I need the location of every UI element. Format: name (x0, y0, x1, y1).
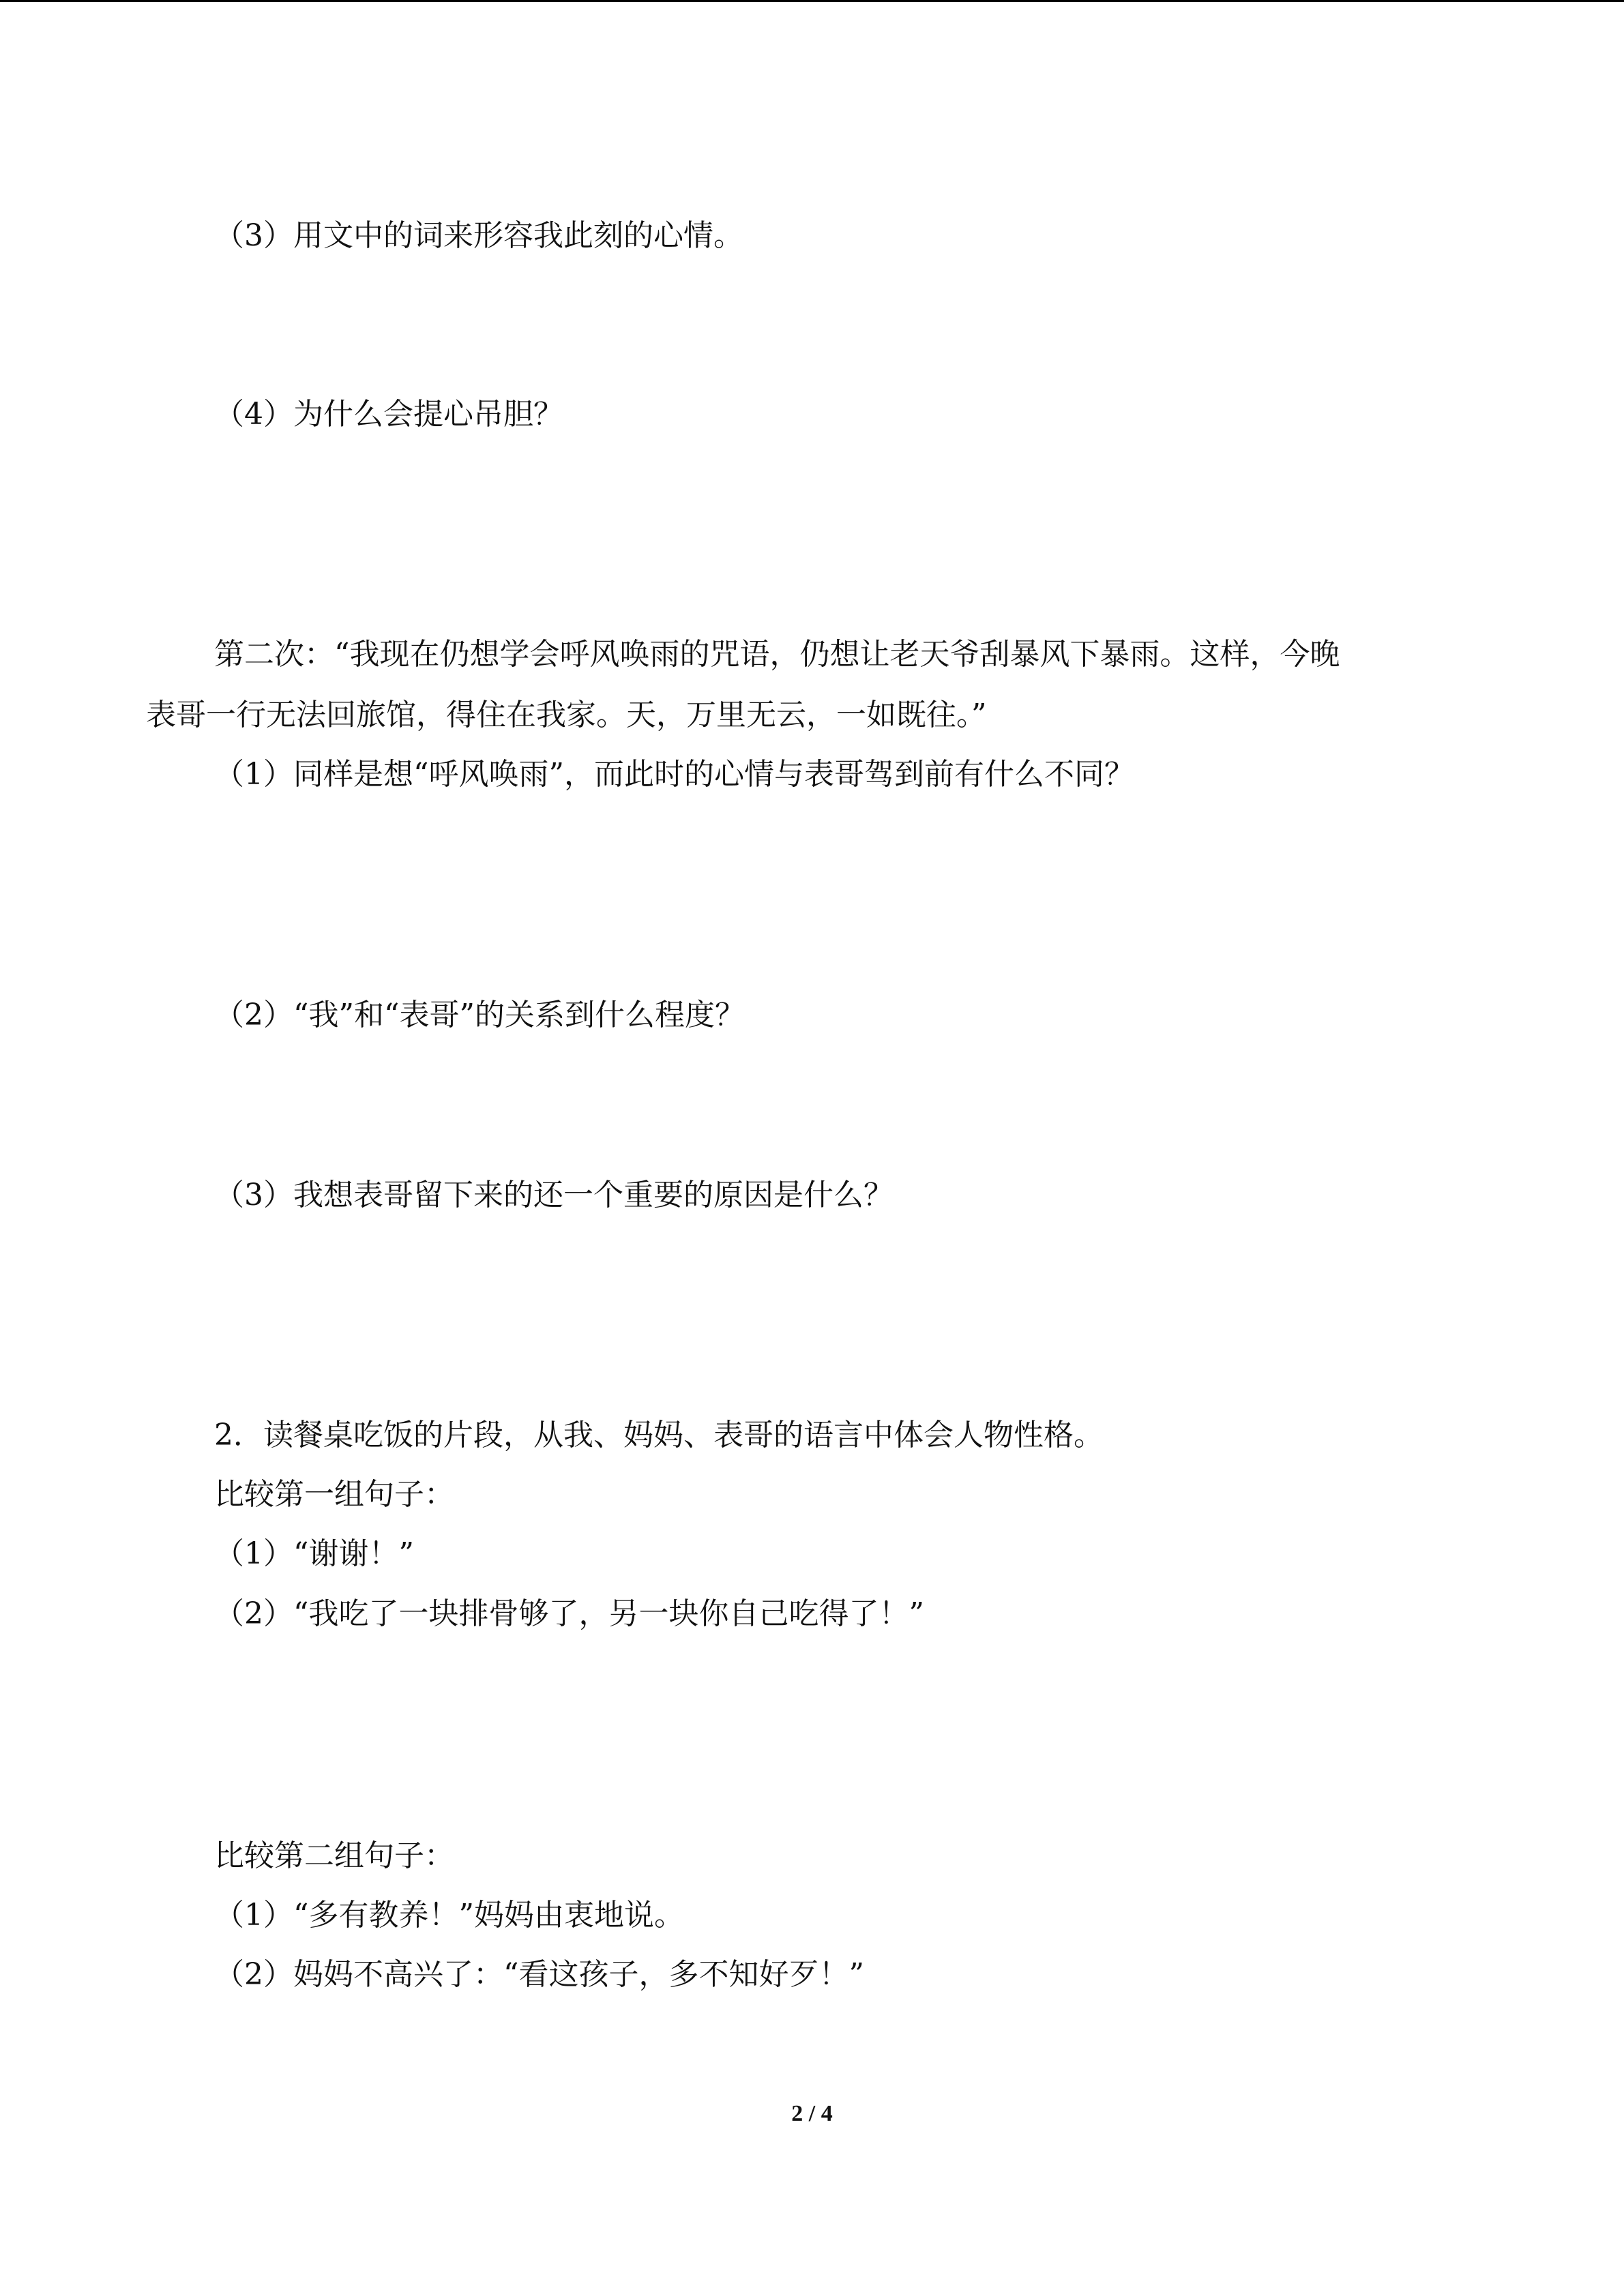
page-number: 2 / 4 (791, 2101, 833, 2126)
group1-sentence-2: （2）“我吃了一块排骨够了，另一块你自己吃得了！” (214, 1596, 924, 1631)
group2-sentence-1: （1）“多有教养！”妈妈由衷地说。 (214, 1898, 684, 1933)
passage-line-1: 第二次：“我现在仍想学会呼风唤雨的咒语，仍想让老天爷刮暴风下暴雨。这样，今晚 (214, 637, 1340, 672)
question-s1-3: （3）用文中的词来形容我此刻的心情。 (214, 218, 743, 253)
question-2-title: 2．读餐桌吃饭的片段，从我、妈妈、表哥的语言中体会人物性格。 (214, 1418, 1104, 1452)
group1-sentence-1: （1）“谢谢！” (214, 1536, 414, 1571)
question-s2-3: （3）我想表哥留下来的还一个重要的原因是什么？ (214, 1178, 894, 1212)
top-border-rule (0, 0, 1624, 2)
group1-heading: 比较第一组句子： (214, 1477, 454, 1512)
question-s1-4: （4）为什么会提心吊胆？ (214, 397, 563, 432)
group2-heading: 比较第二组句子： (214, 1838, 454, 1873)
group2-sentence-2: （2）妈妈不高兴了：“看这孩子，多不知好歹！” (214, 1957, 864, 1992)
passage-line-2: 表哥一行无法回旅馆，得住在我家。天，万里无云，一如既往。” (146, 698, 987, 732)
question-s2-1: （1）同样是想“呼风唤雨”，而此时的心情与表哥驾到前有什么不同？ (214, 757, 1134, 792)
question-s2-2: （2）“我”和“表哥”的关系到什么程度？ (214, 998, 745, 1032)
